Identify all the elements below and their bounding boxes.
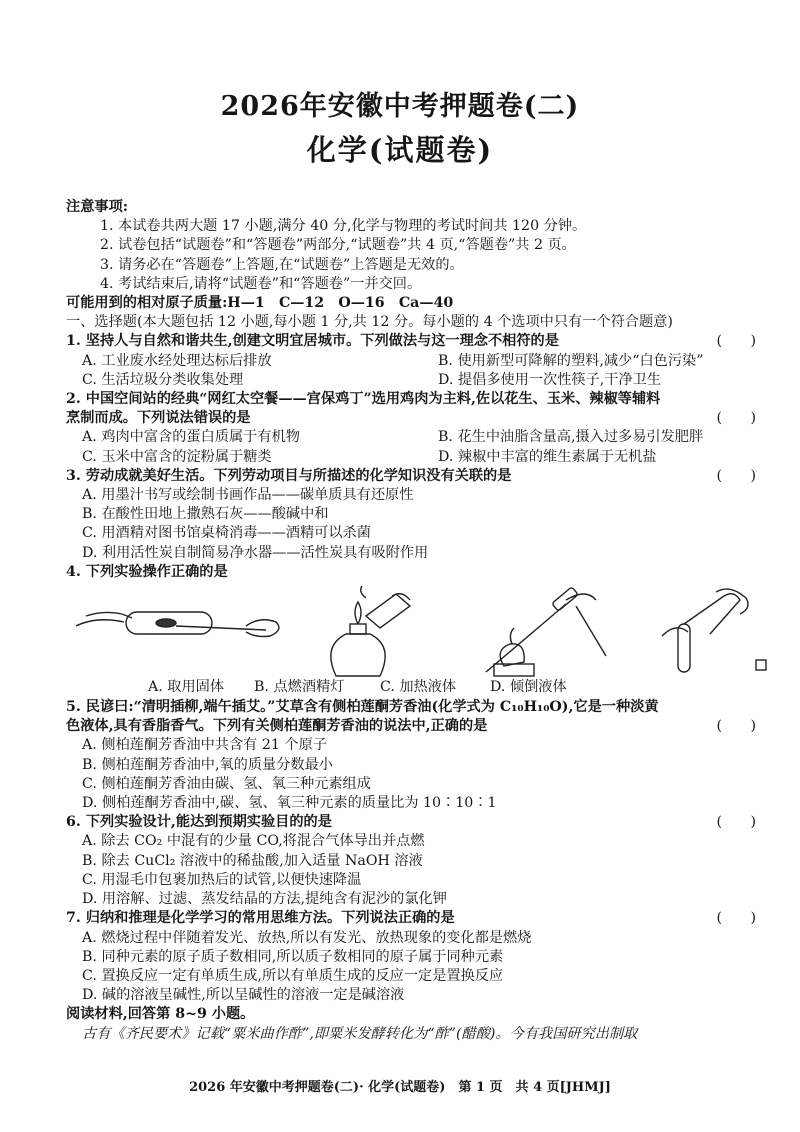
section-heading: 一、选择题(本大题包括 12 小题,每小题 1 分,共 12 分。每小题的 4 个选项中只有一个符合题意) (66, 314, 673, 331)
option-b: B. 使用新型可降解的塑料,减少“白色污染” (438, 352, 704, 369)
exam-content (66, 198, 786, 1044)
option-d: D. 辣椒中丰富的维生素属于无机盐 (438, 448, 657, 465)
take-solid-figure (76, 612, 279, 637)
q4-figures (66, 586, 786, 678)
exam-subtitle: 化学(试题卷) (306, 133, 494, 167)
question-stem: 1. 坚持人与自然和谐共生,创建文明宜居城市。下列做法与这一理念不相符的是 (66, 333, 559, 350)
option-a: A. 鸡肉中富含的蛋白质属于有机物 (82, 429, 300, 446)
option-a: A. 除去 CO₂ 中混有的少量 CO,将混合气体导出并点燃 (82, 833, 425, 850)
reading-text: 古有《齐民要术》记载“粟米曲作酢”,即粟米发酵转化为“酢”(醋酸)。今有我国研究出制取 (82, 1025, 638, 1042)
pour-liquid-figure (662, 589, 766, 672)
question-2-cont (66, 409, 786, 428)
reading-intro: 阅读材料,回答第 8~9 小题。 (66, 1006, 255, 1023)
answer-bracket: ( ) (716, 814, 756, 831)
exam-title: 2026年安徽中考押题卷(二) (220, 91, 580, 122)
option-b: B. 花生中油脂含量高,摄入过多易引发肥胖 (438, 429, 704, 446)
question-stem: 烹制而成。下列说法错误的是 (66, 410, 251, 427)
page-footer: 2026 年安徽中考押题卷(二)· 化学(试题卷) 第 1 页 共 4 页[JHMJ] (189, 1080, 611, 1095)
lab-illustrations (66, 586, 786, 678)
question-stem: 7. 归纳和推理是化学学习的常用思维方法。下列说法正确的是 (66, 910, 455, 927)
answer-bracket: ( ) (716, 910, 756, 927)
option-d: D. 碱的溶液呈碱性,所以呈碱性的溶液一定是碱溶液 (82, 987, 405, 1004)
alcohol-lamp-figure (331, 586, 410, 676)
question-6 (66, 813, 786, 832)
note-item: 4. 考试结束后,请将“试题卷”和“答题卷”一并交回。 (100, 275, 422, 292)
answer-bracket: ( ) (716, 410, 756, 427)
question-1 (66, 332, 786, 351)
note-item: 2. 试卷包括“试题卷”和“答题卷”两部分,“试题卷”共 4 页,“答题卷”共 2 页。 (100, 237, 576, 254)
heat-liquid-figure (486, 587, 606, 676)
option-b: B. 除去 CuCl₂ 溶液中的稀盐酸,加入适量 NaOH 溶液 (82, 852, 423, 869)
q4-options (66, 678, 786, 698)
question-5: 5. 民谚曰:“清明插柳,端午插艾。”艾草含有侧柏莲酮芳香油(化学式为 C₁₀H₁₀O),它是一种淡黄 (66, 699, 659, 716)
question-stem: 色液体,具有香脂香气。下列有关侧柏莲酮芳香油的说法中,正确的是 (66, 718, 488, 735)
notes-heading: 注意事项: (66, 199, 128, 215)
option-c: C. 侧柏莲酮芳香油由碳、氢、氧三种元素组成 (82, 775, 371, 792)
option-b: B. 同种元素的原子质子数相同,所以质子数相同的原子属于同种元素 (82, 948, 504, 965)
note-item: 1. 本试卷共两大题 17 小题,满分 40 分,化学与物理的考试时间共 120 分钟。 (100, 218, 587, 235)
question-4: 4. 下列实验操作正确的是 (66, 563, 228, 580)
option-d: D. 利用活性炭自制简易净水器——活性炭具有吸附作用 (82, 544, 429, 561)
question-7 (66, 909, 786, 928)
question-stem: 3. 劳动成就美好生活。下列劳动项目与所描述的化学知识没有关联的是 (66, 467, 512, 484)
question-stem: 6. 下列实验设计,能达到预期实验目的的是 (66, 814, 332, 831)
question-3 (66, 467, 786, 486)
note-item: 3. 请务必在“答题卷”上答题,在“试题卷”上答题是无效的。 (100, 256, 464, 273)
option-c: C. 加热液体 (380, 679, 457, 696)
option-b: B. 在酸性田地上撒熟石灰——酸碱中和 (82, 506, 329, 523)
question-2: 2. 中国空间站的经典“网红太空餐——宫保鸡丁”选用鸡肉为主料,佐以花生、玉米、辣椒等辅料 (66, 391, 661, 408)
option-a: A. 取用固体 (148, 679, 225, 696)
option-a: A. 用墨汁书写或绘制书画作品——碳单质具有还原性 (82, 487, 414, 504)
option-d: D. 提倡多使用一次性筷子,干净卫生 (438, 371, 662, 388)
option-c: C. 生活垃圾分类收集处理 (82, 371, 244, 388)
option-a: A. 燃烧过程中伴随着发光、放热,所以有发光、放热现象的变化都是燃烧 (82, 929, 532, 946)
option-a: A. 工业废水经处理达标后排放 (82, 352, 272, 369)
option-c: C. 玉米中富含的淀粉属于糖类 (82, 448, 272, 465)
option-b: B. 侧柏莲酮芳香油中,氧的质量分数最小 (82, 756, 333, 773)
option-c: C. 置换反应一定有单质生成,所以有单质生成的反应一定是置换反应 (82, 967, 504, 984)
answer-bracket: ( ) (716, 718, 756, 735)
answer-bracket: ( ) (716, 467, 756, 484)
option-a: A. 侧柏莲酮芳香油中共含有 21 个原子 (82, 737, 327, 754)
question-5-cont (66, 717, 786, 736)
option-d: D. 侧柏莲酮芳香油中,碳、氢、氧三种元素的质量比为 10∶10∶1 (82, 795, 497, 812)
option-c: C. 用湿毛巾包裹加热后的试管,以便快速降温 (82, 871, 362, 888)
option-d: D. 用溶解、过滤、蒸发结晶的方法,提纯含有泥沙的氯化钾 (82, 891, 447, 908)
option-d: D. 倾倒液体 (490, 679, 567, 696)
option-b: B. 点燃酒精灯 (254, 679, 345, 696)
option-c: C. 用酒精对图书馆桌椅消毒——酒精可以杀菌 (82, 525, 371, 542)
atomic-mass-line: 可能用到的相对原子质量:H—1 C—12 O—16 Ca—40 (66, 295, 454, 312)
answer-bracket: ( ) (716, 333, 756, 350)
